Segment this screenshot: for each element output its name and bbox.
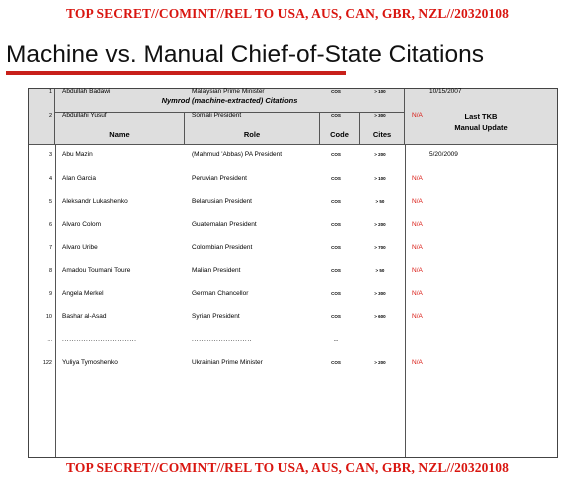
- row-last-update: N/A: [412, 313, 423, 320]
- row-last-update: N/A: [412, 112, 423, 119]
- row-cites: > 50: [375, 199, 385, 204]
- table-row: [29, 241, 557, 255]
- row-name: Alvaro Uribe: [62, 244, 98, 251]
- row-role: Malian President: [192, 267, 241, 274]
- row-cites: > 600: [374, 314, 386, 319]
- row-code: COS: [331, 176, 341, 181]
- classification-banner-top: TOP SECRET//COMINT//REL TO USA, AUS, CAN, GBR, NZL//20320108: [66, 6, 509, 21]
- table-row: [29, 264, 557, 278]
- row-index: 2: [48, 113, 52, 119]
- row-code: COS: [331, 222, 341, 227]
- row-role: Belarusian President: [192, 198, 252, 205]
- column-header-name: Name: [55, 113, 185, 144]
- row-index: 5: [48, 199, 52, 205]
- row-cites: > 700: [374, 245, 386, 250]
- classification-banner-bottom: TOP SECRET//COMINT//REL TO USA, AUS, CAN, GBR, NZL//20320108: [66, 460, 509, 475]
- table-row: [29, 333, 557, 347]
- table-row: [29, 310, 557, 324]
- row-name: Angela Merkel: [62, 290, 104, 297]
- row-role: Ukrainian Prime Minister: [192, 359, 263, 366]
- row-role: .........................: [192, 336, 253, 343]
- column-header-role: Role: [185, 113, 320, 144]
- row-name: ...............................: [62, 336, 137, 343]
- row-last-update: N/A: [412, 244, 423, 251]
- row-cites: > 100: [374, 89, 386, 94]
- row-name: Bashar al-Asad: [62, 313, 107, 320]
- row-name: Abdullahi Yusuf: [62, 112, 107, 119]
- row-last-update: N/A: [412, 221, 423, 228]
- table-row: [29, 218, 557, 232]
- row-code: COS: [331, 113, 341, 118]
- row-cites: > 100: [374, 176, 386, 181]
- row-role: Syrian President: [192, 313, 240, 320]
- row-last-update: N/A: [412, 175, 423, 182]
- row-role: (Mahmud 'Abbas) PA President: [192, 151, 282, 158]
- row-role: German Chancellor: [192, 290, 249, 297]
- row-last-update: N/A: [412, 267, 423, 274]
- row-role: Colombian President: [192, 244, 253, 251]
- row-code: COS: [331, 314, 341, 319]
- row-index: 9: [48, 291, 52, 297]
- row-code: COS: [331, 291, 341, 296]
- row-name: Amadou Toumani Toure: [62, 267, 131, 274]
- row-index: 4: [48, 176, 52, 182]
- row-index: 3: [48, 152, 52, 158]
- row-role: Somali President: [192, 112, 242, 119]
- row-name: Alan Garcia: [62, 175, 96, 182]
- row-code: COS: [331, 89, 341, 94]
- row-code: COS: [331, 199, 341, 204]
- citations-table: [28, 88, 558, 458]
- row-index: 10: [45, 314, 52, 320]
- table-row: [29, 148, 557, 162]
- group-header-nymrod: Nymrod (machine-extracted) Citations: [55, 89, 405, 113]
- slide-title: Machine vs. Manual Chief-of-State Citations: [6, 41, 484, 68]
- row-name: Aleksandr Lukashenko: [62, 198, 128, 205]
- row-cites: > 200: [374, 360, 386, 365]
- last-update-header-line1: Last TKB: [464, 112, 498, 121]
- row-index: 122: [42, 360, 52, 366]
- row-code: COS: [331, 245, 341, 250]
- row-cites: > 300: [374, 113, 386, 118]
- column-header-code: Code: [320, 113, 360, 144]
- header-divider: [29, 144, 557, 145]
- row-role: Guatemalan President: [192, 221, 257, 228]
- row-code: COS: [331, 268, 341, 273]
- row-role: Peruvian President: [192, 175, 247, 182]
- table-row: [29, 287, 557, 301]
- row-name: Abdullah Badawi: [62, 88, 111, 95]
- row-code: COS: [331, 360, 341, 365]
- row-last-update: N/A: [412, 198, 423, 205]
- title-underline-bar: [6, 71, 346, 75]
- table-row: [29, 195, 557, 209]
- row-last-update: 5/20/2009: [429, 151, 458, 158]
- row-index: ...: [47, 337, 52, 343]
- column-header-cites: Cites: [360, 113, 405, 144]
- row-code: COS: [331, 152, 341, 157]
- row-name: Alvaro Colom: [62, 221, 102, 228]
- column-divider: [405, 145, 406, 457]
- row-role: Malaysian Prime Minister: [192, 88, 265, 95]
- row-last-update: N/A: [412, 359, 423, 366]
- last-update-header-line2: Manual Update: [454, 123, 508, 132]
- row-last-update: 10/15/2007: [429, 88, 462, 95]
- row-cites: > 200: [374, 222, 386, 227]
- row-index: 6: [48, 222, 52, 228]
- table-row: [29, 85, 557, 99]
- table-row: [29, 356, 557, 370]
- row-index: 1: [48, 89, 52, 95]
- row-name: Abu Mazin: [62, 151, 93, 158]
- column-divider: [55, 145, 56, 457]
- row-name: Yuliya Tymoshenko: [62, 359, 118, 366]
- row-index: 7: [48, 245, 52, 251]
- row-cites: > 200: [374, 152, 386, 157]
- row-last-update: N/A: [412, 290, 423, 297]
- table-row: [29, 172, 557, 186]
- row-cites: > 50: [375, 268, 385, 273]
- row-index: 8: [48, 268, 52, 274]
- table-row: [29, 109, 557, 123]
- row-cites: > 300: [374, 291, 386, 296]
- row-code: ...: [334, 337, 338, 342]
